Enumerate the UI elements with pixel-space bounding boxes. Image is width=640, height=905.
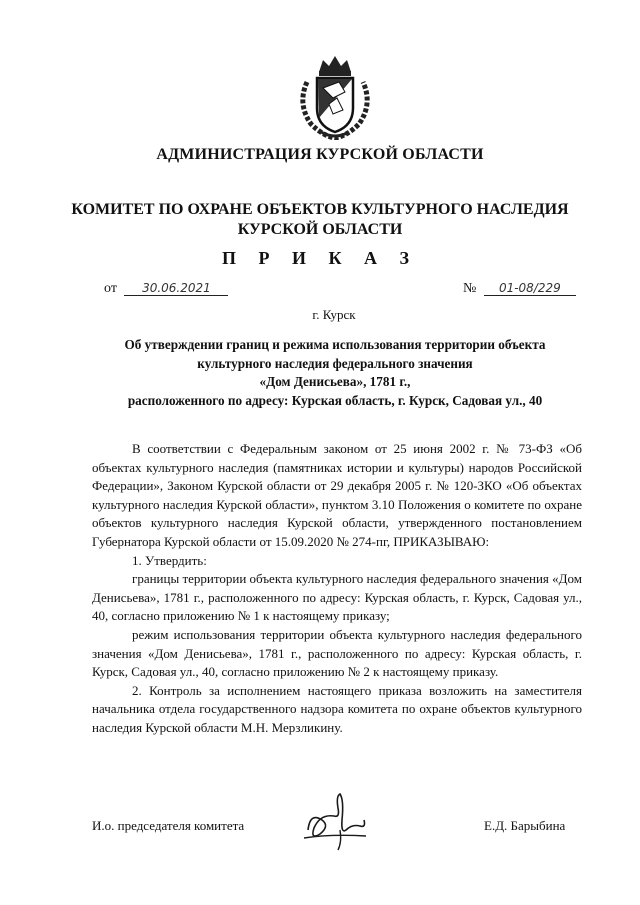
order-title-line4: расположенного по адресу: Курская область, г. Курск, Садовая ул., 40 [127, 392, 543, 408]
preamble-paragraph: В соответствии с Федеральным законом от 25 июня 2002 г. № 73-ФЗ «Об объектах культурного наследия (памятниках истории и культуры) народов Российской Федерации», Законом Курской области от 29 декабря 2005 г. № 120-ЗКО «Об объектах культурного наследия Курской области», пунктом 3.10 Положения о комитете по охране объектов культурного наследия Курской области, утвержденного постановлением Губернатора Курской области от 15.09.2020 № 274-пг, ПРИКАЗЫВАЮ: [92, 441, 582, 549]
date-value: 30.06.2021 [124, 281, 228, 296]
committee-heading [0, 200, 640, 240]
number-prefix: № [463, 281, 477, 296]
number-value: 01-08/229 [484, 281, 576, 296]
document-type-heading: П Р И К А З [221, 248, 419, 268]
order-title-line1: Об утверждении границ и режима использования территории объекта [124, 337, 546, 352]
committee-heading-line2: КУРСКОЙ ОБЛАСТИ [237, 221, 403, 238]
order-body [92, 440, 582, 738]
coat-of-arms-icon [293, 52, 377, 140]
committee-heading-line1: КОМИТЕТ ПО ОХРАНЕ ОБЪЕКТОВ КУЛЬТУРНОГО НАСЛЕДИЯ [71, 201, 569, 218]
order-title [90, 336, 580, 410]
city-label: г. Курск [312, 307, 356, 322]
administration-heading: АДМИНИСТРАЦИЯ КУРСКОЙ ОБЛАСТИ [156, 146, 484, 163]
order-date [104, 281, 228, 297]
handwritten-signature-icon [300, 790, 370, 852]
clause-1-heading: 1. Утвердить: [132, 552, 207, 568]
clause-1-boundaries: границы территории объекта культурного наследия федерального значения «Дом Денисьева», 1781 г., расположенного по адресу: Курская область, г. Курск, Садовая ул., 40, согласно приложению № 1 к настоящему приказу; [92, 571, 582, 624]
order-title-line2: культурного наследия федерального значения [197, 355, 473, 371]
order-number [463, 281, 576, 297]
clause-2-control: 2. Контроль за исполнением настоящего приказа возложить на заместителя начальника отдела государственного надзора комитета по охране объектов культурного наследия Курской области М.Н. Мерзликину. [92, 682, 582, 735]
order-title-line3: «Дом Денисьева», 1781 г., [259, 374, 411, 389]
clause-1-usage-regime: режим использования территории объекта культурного наследия федерального значения «Дом Денисьева», 1781 г., расположенного по адресу: Курская область, г. Курск, Садовая ул., 40, согласно приложению № 2 к настоящему приказу. [92, 626, 582, 680]
signatory-name: Е.Д. Барыбина [484, 818, 566, 833]
date-prefix: от [104, 281, 117, 296]
signatory-position: И.о. председателя комитета [92, 818, 245, 833]
